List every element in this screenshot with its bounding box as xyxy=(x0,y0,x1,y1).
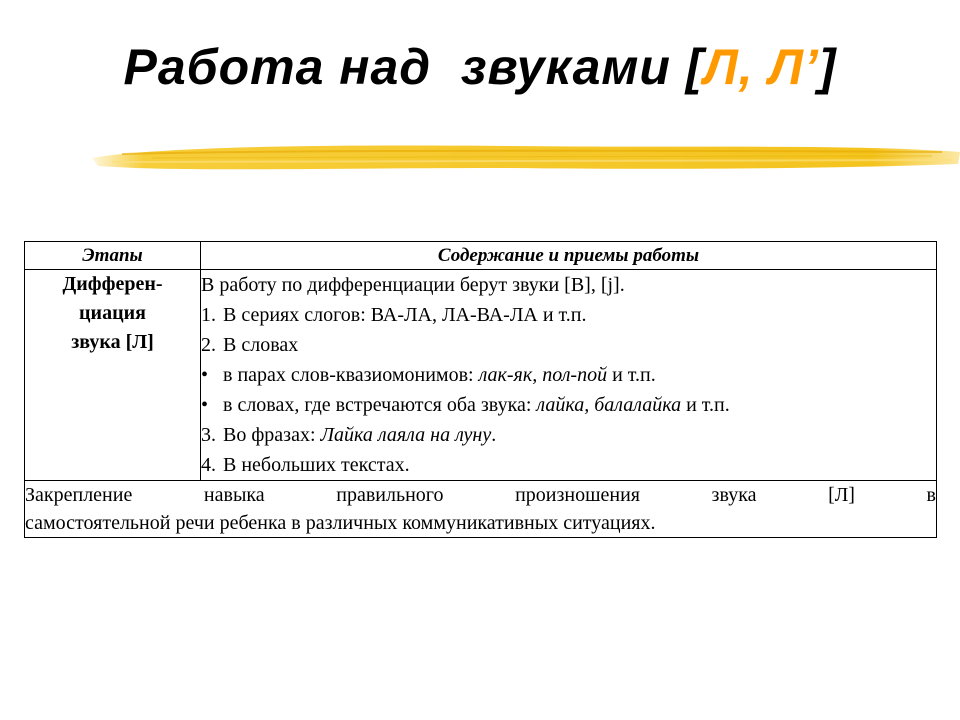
list-marker: 4. xyxy=(201,454,216,476)
work-stages-table xyxy=(24,241,937,538)
table-row xyxy=(25,270,937,481)
text-italic: лайка, балалайка xyxy=(536,394,682,416)
stage-label-line: циация xyxy=(79,302,146,324)
text-plain: в парах слов-квазиомонимов: xyxy=(223,364,479,386)
stage-label-line: Дифферен- xyxy=(62,273,163,295)
header-stages: Этапы xyxy=(25,242,201,270)
title-accent: Л, Л’ xyxy=(703,39,819,95)
text-italic: лак-як, пол-пой xyxy=(478,364,608,386)
text-plain: в словах, где встречаются оба звука: xyxy=(223,394,537,416)
list-item-text: В словах xyxy=(223,334,299,356)
list-marker: 1. xyxy=(201,304,216,326)
text-italic: Лайка лаяла на луну xyxy=(320,424,492,446)
list-item-text xyxy=(223,420,936,450)
list-item xyxy=(201,390,936,420)
brush-stroke-decoration xyxy=(92,138,960,178)
list-marker: 3. xyxy=(201,424,216,446)
stage-content-cell xyxy=(201,270,937,481)
bullet-icon: • xyxy=(201,394,209,416)
slide-title xyxy=(0,38,960,96)
title-suffix: ] xyxy=(818,39,837,95)
bullet-icon: • xyxy=(201,364,209,386)
list-item-text: В небольших текстах. xyxy=(223,454,410,476)
stage-label-cell xyxy=(25,270,201,481)
list-item xyxy=(201,360,936,390)
list-item xyxy=(201,330,936,360)
list-marker: 2. xyxy=(201,334,216,356)
table-header-row xyxy=(25,242,937,270)
consolidation-cell xyxy=(25,481,937,538)
list-item-text: В сериях слогов: ВА-ЛА, ЛА-ВА-ЛА и т.п. xyxy=(223,304,587,326)
text-plain: Во фразах: xyxy=(223,424,321,446)
list-item xyxy=(201,450,936,480)
header-content: Содержание и приемы работы xyxy=(201,242,937,270)
list-item-text xyxy=(223,390,936,420)
table-row xyxy=(25,481,937,538)
list-item xyxy=(201,420,936,450)
text-tail: и т.п. xyxy=(681,394,730,416)
text-tail: . xyxy=(491,424,497,446)
stage-label-line: звука [Л] xyxy=(71,331,154,353)
text-tail: и т.п. xyxy=(607,364,656,386)
content-intro: В работу по дифференциации берут звуки [В], [j]. xyxy=(201,274,625,296)
list-item xyxy=(201,300,936,330)
consolidation-line: Закрепление навыка правильного произношения звука [Л] в xyxy=(25,484,936,506)
list-item-text xyxy=(223,360,936,390)
title-prefix: Работа над звуками [ xyxy=(123,39,704,95)
consolidation-line: самостоятельной речи ребенка в различных коммуникативных ситуациях. xyxy=(25,512,656,534)
